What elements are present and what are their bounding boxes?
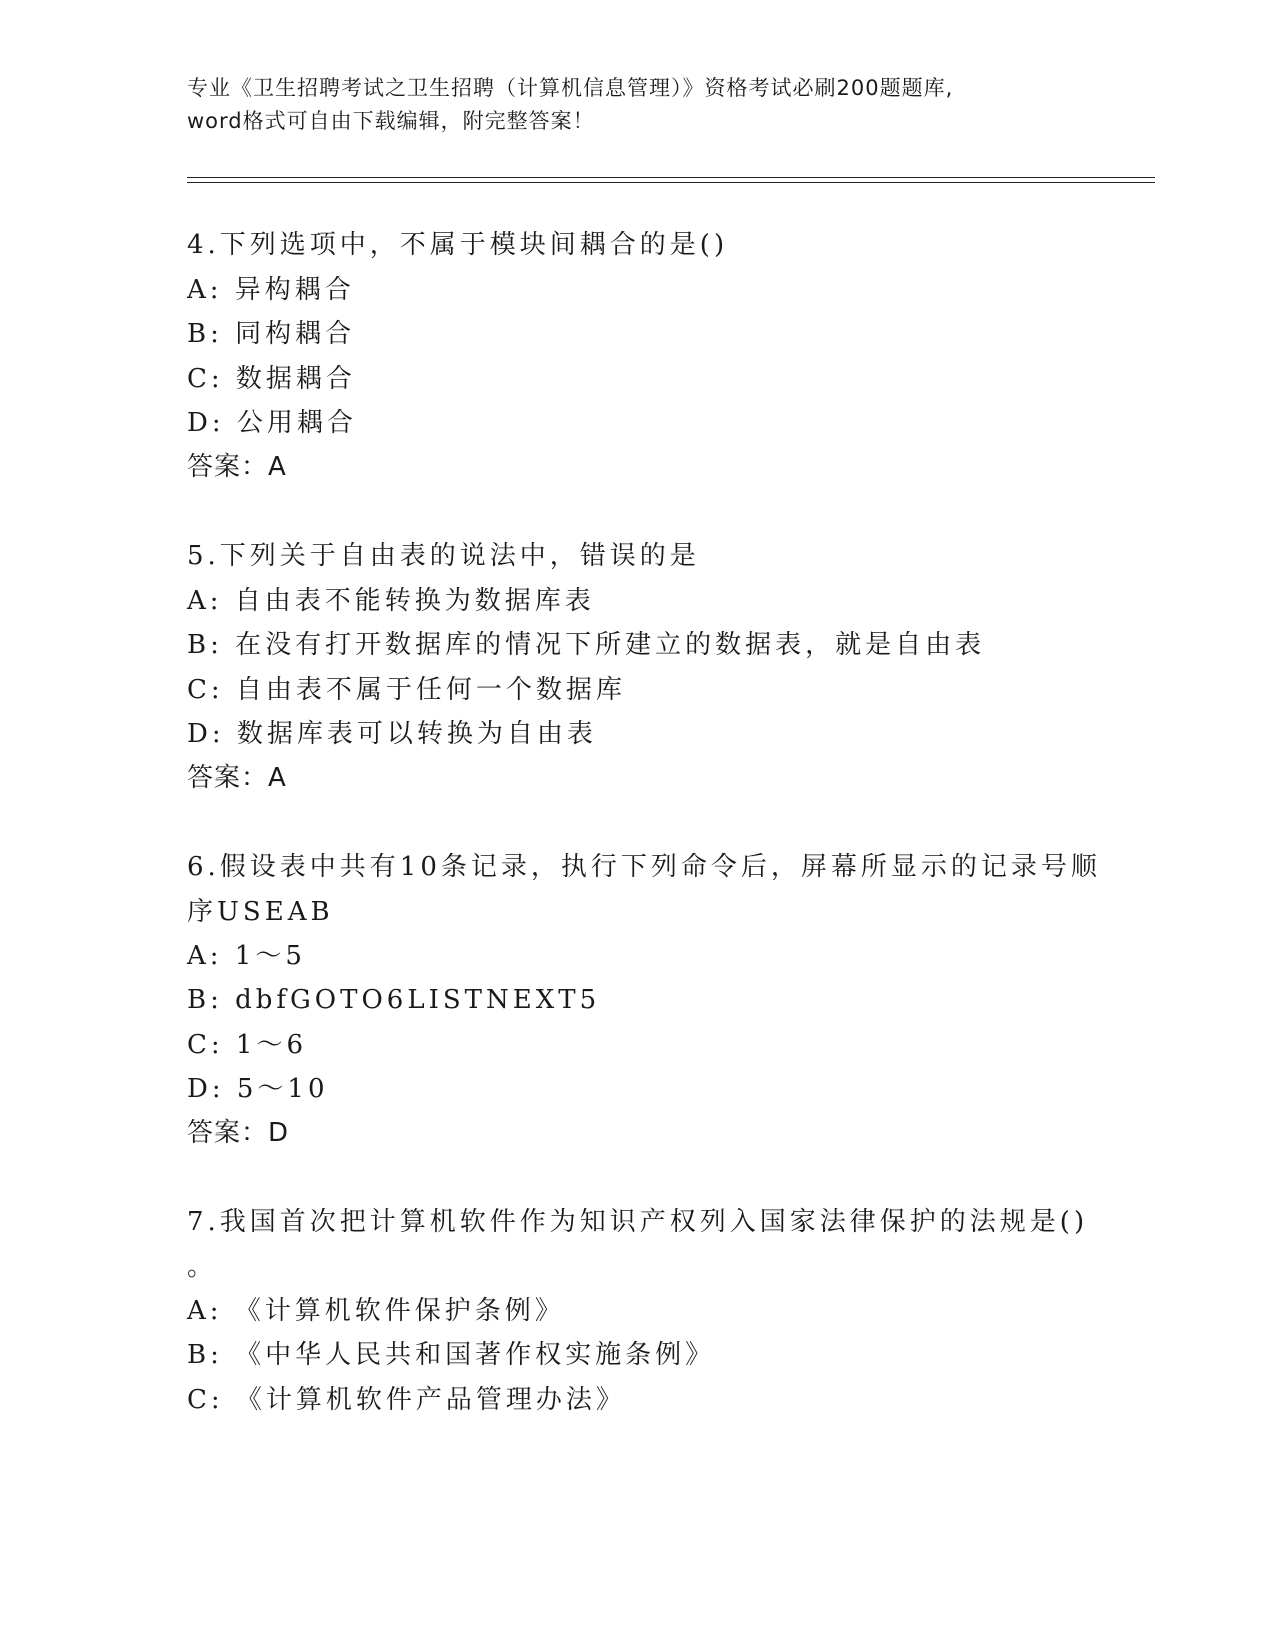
question-4-option-c: C: 数据耦合 xyxy=(187,364,356,394)
question-4-stem: 4.下列选项中，不属于模块间耦合的是() xyxy=(187,230,729,260)
question-7-stem-line-1: 7.我国首次把计算机软件作为知识产权列入国家法律保护的法规是() xyxy=(187,1207,1089,1237)
question-6-option-b: B: dbfGOTO6LISTNEXT5 xyxy=(187,985,601,1015)
question-6-option-d: D: 5～10 xyxy=(187,1074,329,1104)
question-6-stem-line-1: 6.假设表中共有10条记录，执行下列命令后，屏幕所显示的记录号顺 xyxy=(187,852,1101,882)
question-6-stem-line-2: 序USEAB xyxy=(187,897,334,927)
question-5-option-a: A: 自由表不能转换为数据库表 xyxy=(187,586,595,616)
header-divider-top xyxy=(187,177,1155,178)
document-header xyxy=(187,72,1087,138)
question-6-option-c: C: 1～6 xyxy=(187,1030,308,1060)
question-6-option-a: A: 1～5 xyxy=(187,941,306,971)
question-5-stem: 5.下列关于自由表的说法中，错误的是 xyxy=(187,541,700,571)
question-4-option-a: A: 异构耦合 xyxy=(187,275,355,305)
question-7-option-b: B: 《中华人民共和国著作权实施条例》 xyxy=(187,1340,716,1370)
question-4-option-b: B: 同构耦合 xyxy=(187,319,356,349)
question-5-option-c: C: 自由表不属于任何一个数据库 xyxy=(187,675,626,705)
question-7-option-a: A: 《计算机软件保护条例》 xyxy=(187,1296,565,1326)
question-4-answer: 答案：A xyxy=(187,452,287,482)
question-7-option-c: C: 《计算机软件产品管理办法》 xyxy=(187,1385,626,1415)
header-title-line-2: word格式可自由下载编辑，附完整答案！ xyxy=(187,109,595,133)
header-divider-bottom xyxy=(187,182,1155,183)
header-title-line-1: 专业《卫生招聘考试之卫生招聘（计算机信息管理）》资格考试必刷200题题库, xyxy=(187,76,954,100)
question-6-answer: 答案：D xyxy=(187,1118,290,1148)
question-5-option-d: D: 数据库表可以转换为自由表 xyxy=(187,719,597,749)
question-5-option-b: B: 在没有打开数据库的情况下所建立的数据表，就是自由表 xyxy=(187,630,986,660)
question-5-answer: 答案：A xyxy=(187,763,287,793)
question-7-stem-line-2: 。 xyxy=(187,1252,218,1282)
question-4-option-d: D: 公用耦合 xyxy=(187,408,357,438)
